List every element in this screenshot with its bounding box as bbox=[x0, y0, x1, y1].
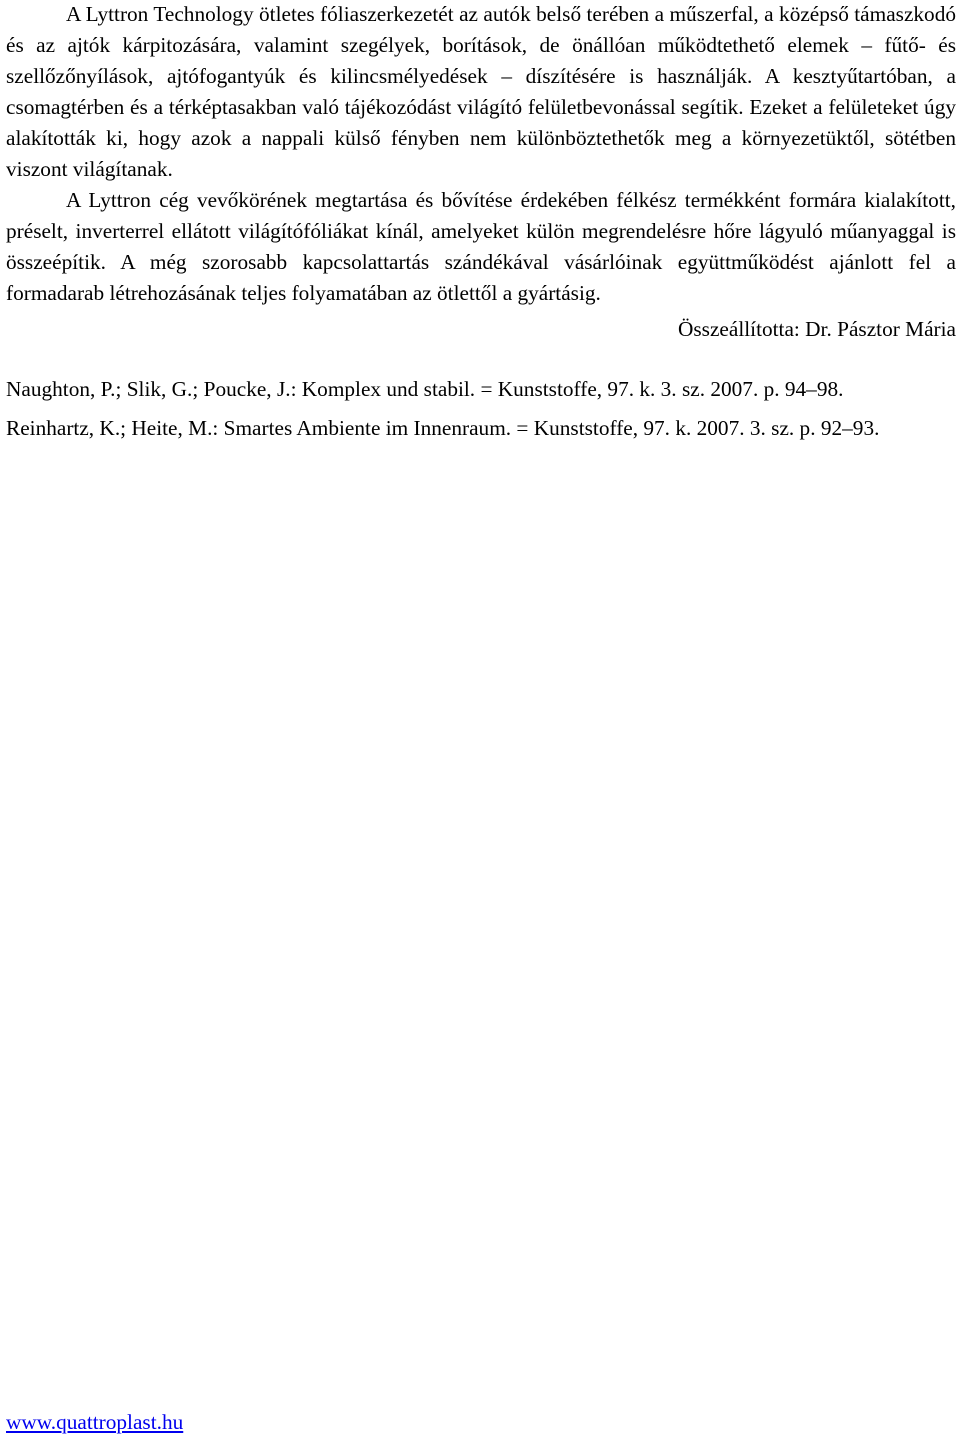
reference-item: Naughton, P.; Slik, G.; Poucke, J.: Komplex und stabil. = Kunststoffe, 97. k. 3. sz. 2007. p. 94–98. bbox=[6, 377, 844, 401]
website-link[interactable]: www.quattroplast.hu bbox=[6, 1410, 184, 1434]
document-page bbox=[6, 0, 956, 453]
body-paragraph-2: A Lyttron cég vevőkörének megtartása és bővítése érdekében félkész termékként formára kialakított, préselt, inverterrel ellátott világítófóliákat kínál, amelyeket külön megrendelésre hőre lágyuló műanyaggal is összeépítik. A még szorosabb kapcsolattartás szándékával vásárlóinak együttműködést ajánlott fel a formadarab létrehozásának teljes folyamatában az ötlettől a gyártásig. bbox=[6, 188, 956, 305]
author-signature: Összeállította: Dr. Pásztor Mária bbox=[678, 317, 956, 341]
reference-list bbox=[6, 375, 956, 443]
reference-item: Reinhartz, K.; Heite, M.: Smartes Ambiente im Innenraum. = Kunststoffe, 97. k. 2007. 3. sz. p. 92–93. bbox=[6, 416, 880, 440]
body-paragraph-1: A Lyttron Technology ötletes fóliaszerkezetét az autók belső terében a műszerfal, a középső támaszkodó és az ajtók kárpitozására, valamint szegélyek, borítások, de önállóan működtethető elemek – fűtő- és szellőzőnyílások, ajtófogantyúk és kilincsmélyedések – díszítésére is használják. A kesztyűtartóban, a csomagtérben és a térképtasakban való tájékozódást világító felületbevonással segítik. Ezeket a felületeket úgy alakították ki, hogy azok a nappali külső fényben nem különböztethetők meg a környezetüktől, sötétben viszont világítanak. bbox=[6, 2, 956, 181]
